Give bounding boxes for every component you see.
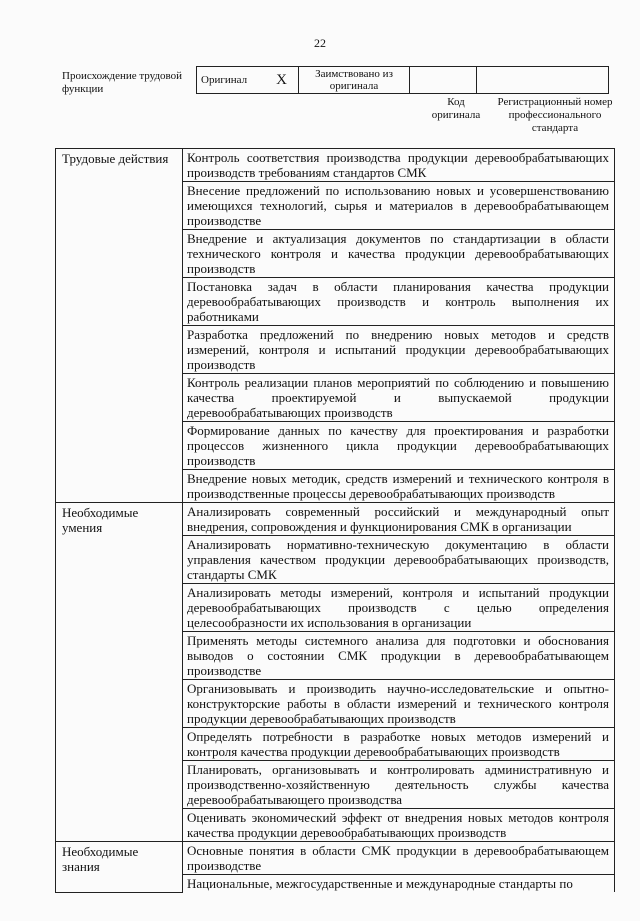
labor-function-table: [55, 148, 615, 893]
table-row: [56, 842, 615, 875]
required-skills-item: Планировать, организовывать и контролировать административную и производственно-хозяйственную деятельность службы качества деревообрабатывающего производства: [183, 761, 615, 809]
original-code-label: Код оригинала: [431, 96, 481, 121]
borrowed-cell: Заимствовано из оригинала: [299, 67, 410, 94]
labor-actions-item: Контроль соответствия производства продукции деревообрабатывающих производств требованиям стандартов СМК: [183, 149, 615, 182]
required-skills-item: Анализировать современный российский и международный опыт внедрения, сопровождения и функционирования СМК в организации: [183, 503, 615, 536]
labor-actions-item: Внедрение и актуализация документов по стандартизации в области технического контроля и качества продукции деревообрабатывающих производств: [183, 230, 615, 278]
required-knowledge-item: Национальные, межгосударственные и международные стандарты по: [183, 875, 615, 893]
labor-actions-label: Трудовые действия: [56, 149, 183, 503]
labor-actions-item: Контроль реализации планов мероприятий по соблюдению и повышению качества проектируемой и выпускаемой продукции деревообрабатывающих производств: [183, 374, 615, 422]
table-row: [56, 503, 615, 536]
required-skills-label: Необходимые умения: [56, 503, 183, 842]
registration-number-label: Регистрационный номер профессионального стандарта: [497, 96, 613, 134]
page-number: 22: [314, 36, 326, 50]
original-mark: X: [265, 67, 299, 94]
required-knowledge-item: Основные понятия в области СМК продукции в деревообрабатывающем производстве: [183, 842, 615, 875]
required-skills-item: Определять потребности в разработке новых методов измерений и контроля качества продукции деревообрабатывающих производств: [183, 728, 615, 761]
original-code-cell: [410, 67, 477, 94]
labor-actions-item: Формирование данных по качеству для проектирования и разработки процессов жизненного цикла продукции деревообрабатывающих производств: [183, 422, 615, 470]
origin-label: Происхождение трудовой функции: [62, 70, 183, 95]
required-skills-item: Анализировать методы измерений, контроля и испытаний продукции деревообрабатывающих производств с целью определения целесообразности их использования в организации: [183, 584, 615, 632]
required-knowledge-label: Необходимые знания: [56, 842, 183, 893]
origin-table: [196, 66, 609, 94]
required-skills-item: Оценивать экономический эффект от внедрения новых методов контроля качества продукции деревообрабатывающих производств: [183, 809, 615, 842]
registration-number-cell: [477, 67, 609, 94]
original-cell: Оригинал: [197, 67, 266, 94]
table-row: [56, 149, 615, 182]
labor-actions-item: Внесение предложений по использованию новых и усовершенствованию имеющихся технологий, сырья и материалов в деревообрабатывающем производстве: [183, 182, 615, 230]
labor-actions-item: Разработка предложений по внедрению новых методов и средств измерений, контроля и испытаний продукции деревообрабатывающих производств: [183, 326, 615, 374]
required-skills-item: Анализировать нормативно-техническую документацию в области управления качеством продукции деревообрабатывающих производств, стандарты СМК: [183, 536, 615, 584]
labor-actions-item: Постановка задач в области планирования качества продукции деревообрабатывающих производств и контроль выполнения их работниками: [183, 278, 615, 326]
required-skills-item: Применять методы системного анализа для подготовки и обоснования выводов о состоянии СМК продукции в деревообрабатывающем производстве: [183, 632, 615, 680]
labor-actions-item: Внедрение новых методик, средств измерений и технического контроля в производственные процессы деревообрабатывающих производств: [183, 470, 615, 503]
required-skills-item: Организовывать и производить научно-исследовательские и опытно-конструкторские работы в области измерений и технического контроля продукции деревообрабатывающих производств: [183, 680, 615, 728]
